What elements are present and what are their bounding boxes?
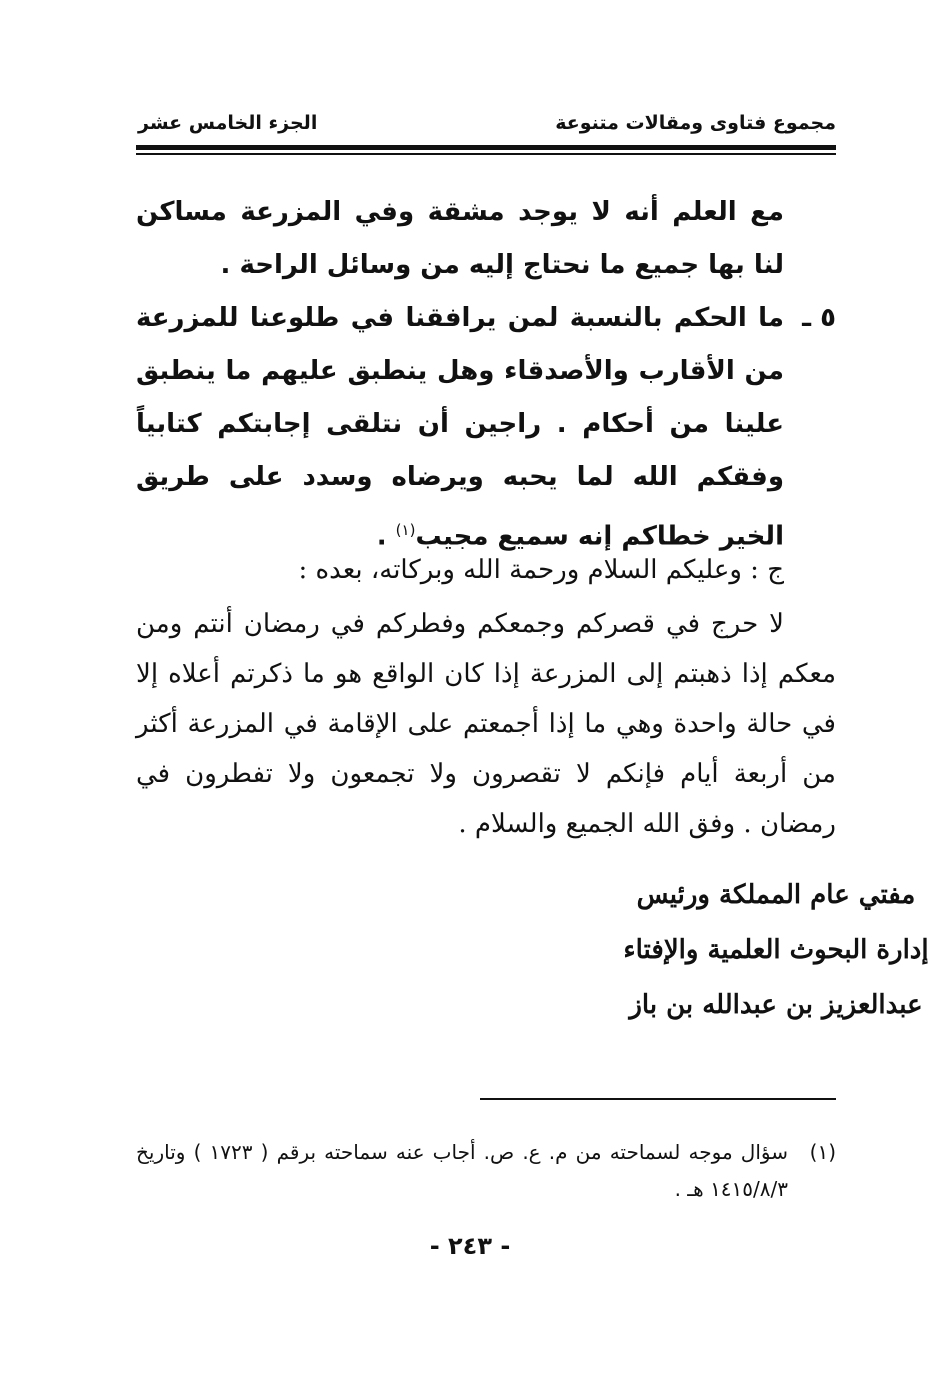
question-item-body [136,292,784,564]
footnote-separator [480,1098,836,1100]
signature-line-2: إدارة البحوث العلمية والإفتاء [623,935,929,965]
signature-line-1: مفتي عام المملكة ورئيس [636,880,916,910]
question-item-5 [136,292,836,564]
footnote-text: سؤال موجه لسماحته من م. ع. ص. أجاب عنه سماحته برقم ( ١٧٢٣ ) وتاريخ ١٤١٥/٨/٣ هـ . [136,1140,788,1201]
question-item-number: ٥ ـ [802,303,836,333]
book-title: مجموع فتاوى ومقالات متنوعة [555,112,836,134]
answer-intro: ج : وعليكم السلام ورحمة الله وبركاته، بعده : [298,555,784,585]
question-item-text: ما الحكم بالنسبة لمن يرافقنا في طلوعنا للمزرعة من الأقارب والأصدقاء وهل ينطبق عليهم ما ينطبق علينا من أحكام . راجين أن نتلقى إجابتكم كتابياً وفقكم الله لما يحبه ويرضاه وسدد على طريق الخير خطاكم إنه سميع مجيب [136,303,784,552]
answer-body: لا حرج في قصركم وجمعكم وفطركم في رمضان أنتم ومن معكم إذا ذهبتم إلى المزرعة إذا كان الواقع هو ما ذكرتم أعلاه إلا في حالة واحدة وهي ما إذا أجمعتم على الإقامة في المزرعة أكثر من أربعة أيام فإنكم لا تقصرون ولا تجمعون ولا تفطرون في رمضان . وفق الله الجميع والسلام . [136,609,836,839]
running-header [138,104,836,144]
answer-section [136,545,836,849]
page-number: - ٢٤٣ - [429,1232,511,1260]
question-item-end: . [376,521,396,552]
volume-label: الجزء الخامس عشر [138,112,318,134]
question-continuation [136,186,784,292]
header-rule-thin [136,153,836,155]
footnote-reference: (١) [395,521,416,539]
footnote [136,1134,836,1208]
question-continuation-text: مع العلم أنه لا يوجد مشقة وفي المزرعة مساكن لنا بها جميع ما نحتاج إليه من وسائل الراحة . [136,197,784,280]
header-rule-thick [136,145,836,150]
signature-line-3: عبدالعزيز بن عبدالله بن باز [629,990,923,1020]
signature-block [136,868,929,1033]
footnote-mark: (١) [809,1140,836,1164]
